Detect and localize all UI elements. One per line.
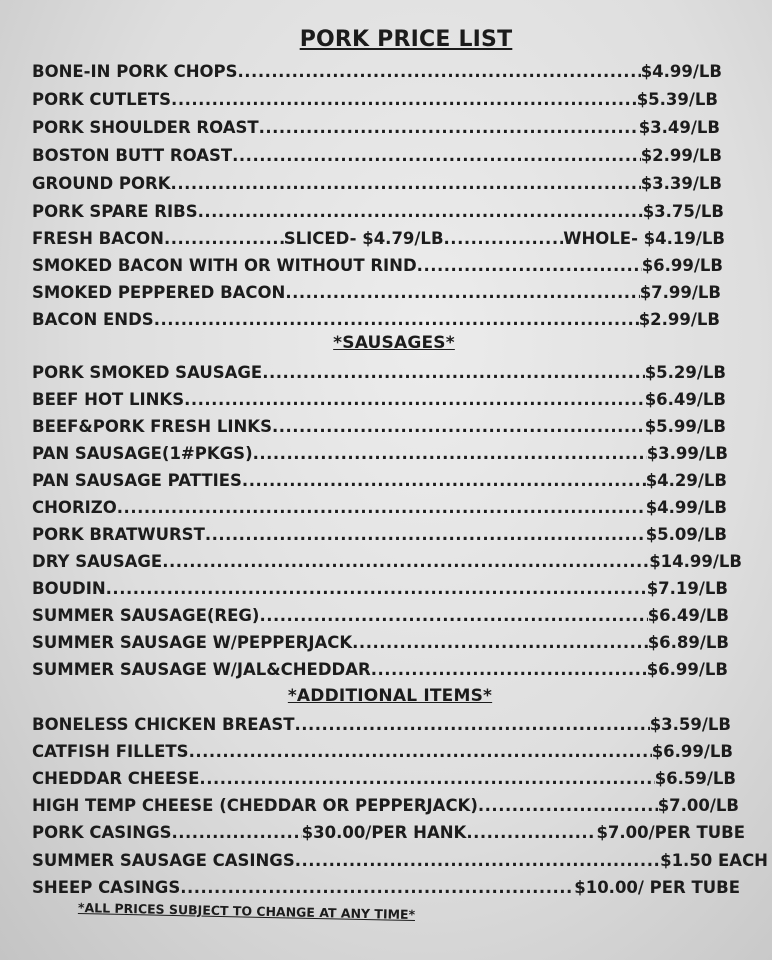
list-item — [32, 655, 728, 679]
item-price: $4.99/LB — [645, 498, 727, 517]
item-name: SMOKED PEPPERED BACON — [32, 283, 286, 302]
item-name: GROUND PORK — [32, 174, 171, 193]
footer-disclaimer: *ALL PRICES SUBJECT TO CHANGE AT ANY TIME* — [77, 900, 416, 923]
list-item — [32, 224, 725, 248]
list-item — [32, 628, 729, 652]
list-item — [32, 547, 742, 571]
item-price: $6.99/LB — [641, 256, 723, 275]
item-price: $4.99/LB — [640, 62, 722, 81]
item-price-whole: WHOLE- $4.19/LB — [563, 229, 725, 248]
list-item — [32, 846, 768, 870]
list-item — [32, 278, 721, 302]
item-name: SUMMER SAUSAGE W/JAL&CHEDDAR — [32, 660, 371, 679]
item-name: BONELESS CHICKEN BREAST — [32, 715, 295, 734]
item-name: HIGH TEMP CHEESE (CHEDDAR OR PEPPERJACK) — [32, 796, 478, 815]
item-price: $3.39/LB — [640, 174, 722, 193]
item-price-sliced: SLICED- $4.79/LB — [283, 229, 444, 248]
list-item — [32, 737, 733, 761]
item-price: $7.99/LB — [639, 283, 721, 302]
list-item — [32, 305, 720, 329]
item-name: CATFISH FILLETS — [32, 742, 189, 761]
list-item — [32, 169, 722, 193]
item-name: SHEEP CASINGS — [32, 878, 181, 897]
list-item — [32, 520, 727, 544]
item-price-hank: $30.00/PER HANK — [301, 823, 467, 842]
list-item — [32, 764, 736, 788]
item-price: $2.99/LB — [640, 146, 722, 165]
item-name: PAN SAUSAGE(1#PKGS) — [32, 444, 253, 463]
section-heading-additional: *ADDITIONAL ITEMS* — [287, 686, 493, 706]
item-price: $3.49/LB — [638, 118, 720, 137]
item-name: PAN SAUSAGE PATTIES — [32, 471, 242, 490]
item-price: $4.29/LB — [645, 471, 727, 490]
item-price: $6.49/LB — [647, 606, 729, 625]
list-item — [32, 873, 740, 897]
list-item — [32, 791, 739, 815]
item-name: PORK SHOULDER ROAST — [32, 118, 259, 137]
item-price: $5.09/LB — [645, 525, 727, 544]
item-name: FRESH BACON — [32, 229, 164, 248]
item-price: $6.49/LB — [644, 390, 726, 409]
list-item — [32, 141, 722, 165]
item-name: SUMMER SAUSAGE(REG) — [32, 606, 260, 625]
item-price: $14.99/LB — [649, 552, 742, 571]
item-name: SUMMER SAUSAGE CASINGS — [32, 851, 295, 870]
list-item — [32, 57, 722, 81]
item-price: $6.99/LB — [646, 660, 728, 679]
list-item — [32, 113, 720, 137]
item-price: $3.99/LB — [646, 444, 728, 463]
item-price: $6.99/LB — [651, 742, 733, 761]
list-item — [32, 412, 726, 436]
item-name: PORK SMOKED SAUSAGE — [32, 363, 263, 382]
list-item — [32, 574, 728, 598]
list-item — [32, 197, 724, 221]
item-price: $3.75/LB — [642, 202, 724, 221]
list-item — [32, 385, 726, 409]
item-name: PORK SPARE RIBS — [32, 202, 198, 221]
item-price: $1.50 EACH — [660, 851, 768, 870]
item-name: PORK CASINGS — [32, 823, 172, 842]
item-price: $7.19/LB — [646, 579, 728, 598]
item-price: $3.59/LB — [649, 715, 731, 734]
item-name: CHORIZO — [32, 498, 117, 517]
item-name: PORK CUTLETS — [32, 90, 172, 109]
list-item — [32, 601, 729, 625]
list-item — [32, 493, 727, 517]
section-heading-sausages: *SAUSAGES* — [333, 333, 455, 353]
item-name: BOUDIN — [32, 579, 106, 598]
item-price: $5.29/LB — [644, 363, 726, 382]
item-price: $6.59/LB — [654, 769, 736, 788]
item-name: PORK BRATWURST — [32, 525, 205, 544]
item-price: $2.99/LB — [638, 310, 720, 329]
item-name: SMOKED BACON WITH OR WITHOUT RIND — [32, 256, 417, 275]
item-price: $5.39/LB — [636, 90, 718, 109]
item-name: CHEDDAR CHEESE — [32, 769, 200, 788]
list-item — [32, 358, 726, 382]
item-price: $5.99/LB — [644, 417, 726, 436]
item-price: $10.00/ PER TUBE — [574, 878, 740, 897]
list-item — [32, 710, 731, 734]
item-name: SUMMER SAUSAGE W/PEPPERJACK — [32, 633, 353, 652]
list-item — [32, 466, 727, 490]
item-price-tube: $7.00/PER TUBE — [596, 823, 745, 842]
list-item — [32, 85, 718, 109]
item-name: BEEF&PORK FRESH LINKS — [32, 417, 272, 436]
item-name: BACON ENDS — [32, 310, 154, 329]
page-title: PORK PRICE LIST — [299, 27, 513, 52]
list-item — [32, 251, 723, 275]
list-item — [32, 439, 728, 463]
list-item — [32, 818, 745, 842]
item-price: $6.89/LB — [647, 633, 729, 652]
item-price: $7.00/LB — [657, 796, 739, 815]
item-name: BONE-IN PORK CHOPS — [32, 62, 238, 81]
item-name: BOSTON BUTT ROAST — [32, 146, 233, 165]
item-name: DRY SAUSAGE — [32, 552, 163, 571]
item-name: BEEF HOT LINKS — [32, 390, 185, 409]
